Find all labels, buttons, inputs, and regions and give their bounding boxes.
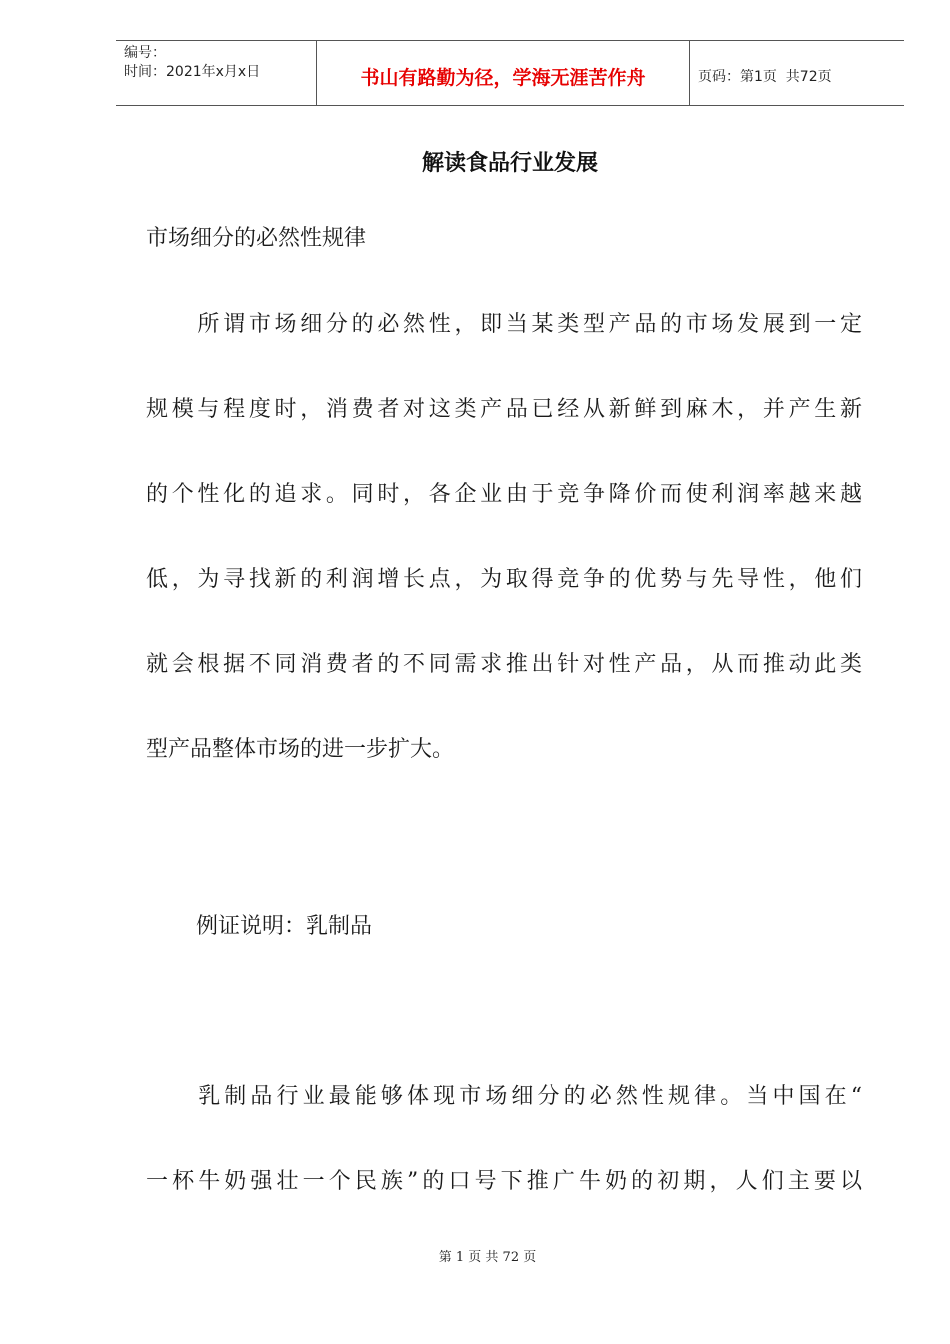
document-title: 解读食品行业发展 [421,151,598,176]
number-label: 编号： [124,45,166,61]
paragraph-line: 就会根据不同消费者的不同需求推出针对性产品，从而推动此类 [146,652,862,677]
header-divider [689,41,690,105]
paragraph-line: 的个性化的追求。同时，各企业由于竞争降价而使利润率越来越 [146,482,862,507]
header-motto: 书山有路勤为径，学海无涯苦作舟 [360,66,646,89]
header-meta [124,44,260,82]
example-heading: 例证说明：乳制品 [196,914,373,939]
header-page-info: 页码：第1页 共72页 [698,69,832,85]
paragraph-line: 型产品整体市场的进一步扩大。 [146,737,455,762]
time-label: 时间：2021年x月x日 [124,64,261,80]
page-footer: 第 1 页 共 72 页 [438,1250,537,1265]
paragraph-line: 低，为寻找新的利润增长点，为取得竞争的优势与先导性，他们 [146,567,862,592]
paragraph-line: 一杯牛奶强壮一个民族”的口号下推广牛奶的初期，人们主要以 [146,1169,862,1194]
paragraph-2 [146,1054,862,1224]
header-table [116,40,904,106]
paragraph-line: 所谓市场细分的必然性，即当某类型产品的市场发展到一定 [146,312,862,337]
paragraph-line: 规模与程度时，消费者对这类产品已经从新鲜到麻木，并产生新 [146,397,862,422]
section-heading: 市场细分的必然性规律 [146,226,367,251]
paragraph-1 [146,282,862,792]
paragraph-line: 乳制品行业最能够体现市场细分的必然性规律。当中国在“ [146,1084,862,1109]
